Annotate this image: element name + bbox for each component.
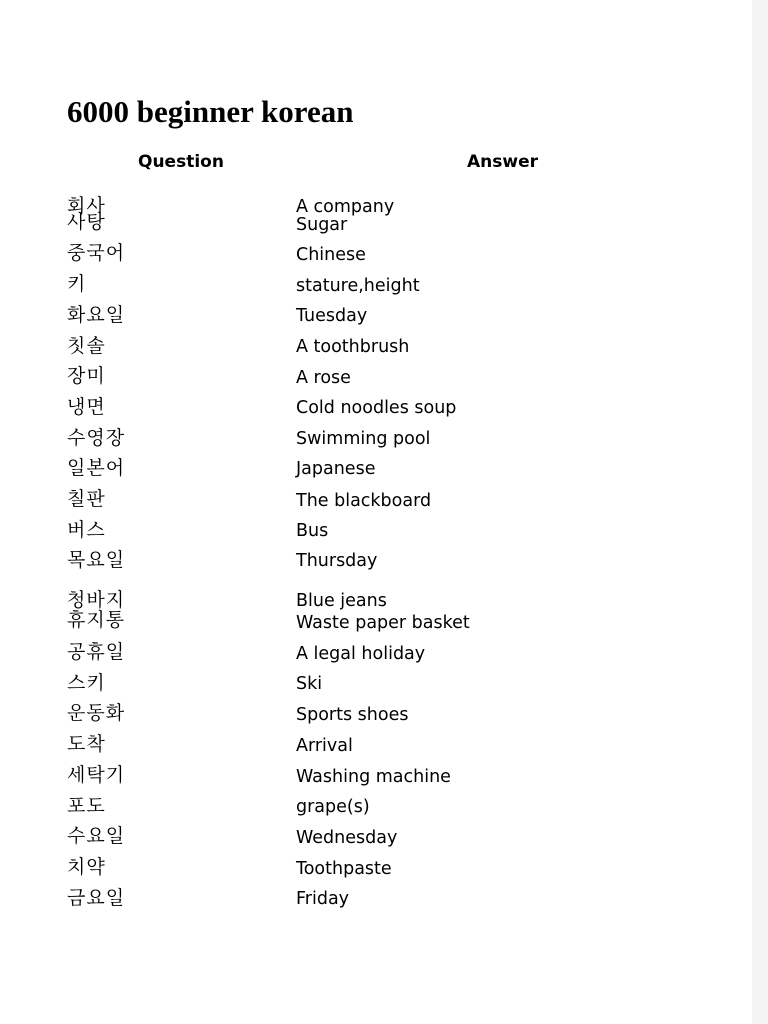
answer-cell: Washing machine — [296, 767, 451, 787]
question-cell: 회사 — [67, 195, 106, 217]
answer-cell: A rose — [296, 368, 351, 388]
question-cell: 일본어 — [67, 457, 126, 479]
answer-cell: Tuesday — [296, 306, 368, 326]
answer-cell: Arrival — [296, 736, 353, 756]
answer-cell: Blue jeans — [296, 591, 387, 611]
question-cell: 운동화 — [67, 702, 126, 724]
question-cell: 장미 — [67, 365, 106, 387]
answer-cell: Japanese — [296, 459, 376, 479]
question-cell: 목요일 — [67, 549, 126, 571]
question-cell: 세탁기 — [67, 764, 126, 786]
answer-cell: Toothpaste — [296, 859, 392, 879]
question-cell: 스키 — [67, 672, 106, 694]
answer-cell: Ski — [296, 674, 323, 694]
answer-cell: Bus — [296, 521, 329, 541]
answer-cell: A company — [296, 197, 395, 217]
question-cell: 키 — [67, 273, 87, 295]
question-cell: 휴지통 — [67, 609, 126, 631]
question-cell: 포도 — [67, 795, 106, 817]
question-cell: 도착 — [67, 733, 106, 755]
question-cell: 칠판 — [67, 488, 106, 510]
answer-cell: Thursday — [296, 551, 378, 571]
question-cell: 청바지 — [67, 589, 126, 611]
question-cell: 화요일 — [67, 304, 126, 326]
answer-cell: Wednesday — [296, 828, 398, 848]
answer-cell: Cold noodles soup — [296, 398, 457, 418]
answer-cell: A legal holiday — [296, 644, 426, 664]
answer-cell: grape(s) — [296, 797, 370, 817]
question-cell: 사탕 — [67, 211, 106, 233]
answer-cell: stature,height — [296, 276, 420, 296]
answer-cell: Sports shoes — [296, 705, 409, 725]
question-cell: 공휴일 — [67, 641, 126, 663]
page-edge — [752, 0, 768, 1024]
question-cell: 금요일 — [67, 887, 126, 909]
question-cell: 치약 — [67, 856, 106, 878]
question-cell: 수영장 — [67, 427, 126, 449]
column-header-question: Question — [138, 152, 224, 172]
answer-cell: Chinese — [296, 245, 366, 265]
question-cell: 칫솔 — [67, 335, 106, 357]
answer-cell: Sugar — [296, 215, 348, 235]
question-cell: 중국어 — [67, 242, 126, 264]
answer-cell: Swimming pool — [296, 429, 431, 449]
answer-cell: Waste paper basket — [296, 613, 470, 633]
question-cell: 버스 — [67, 519, 106, 541]
question-cell: 수요일 — [67, 825, 126, 847]
document-title: 6000 beginner korean — [67, 94, 354, 129]
answer-cell: Friday — [296, 889, 350, 909]
answer-cell: A toothbrush — [296, 337, 410, 357]
column-header-answer: Answer — [467, 152, 538, 172]
question-cell: 냉면 — [67, 396, 106, 418]
answer-cell: The blackboard — [296, 491, 432, 511]
